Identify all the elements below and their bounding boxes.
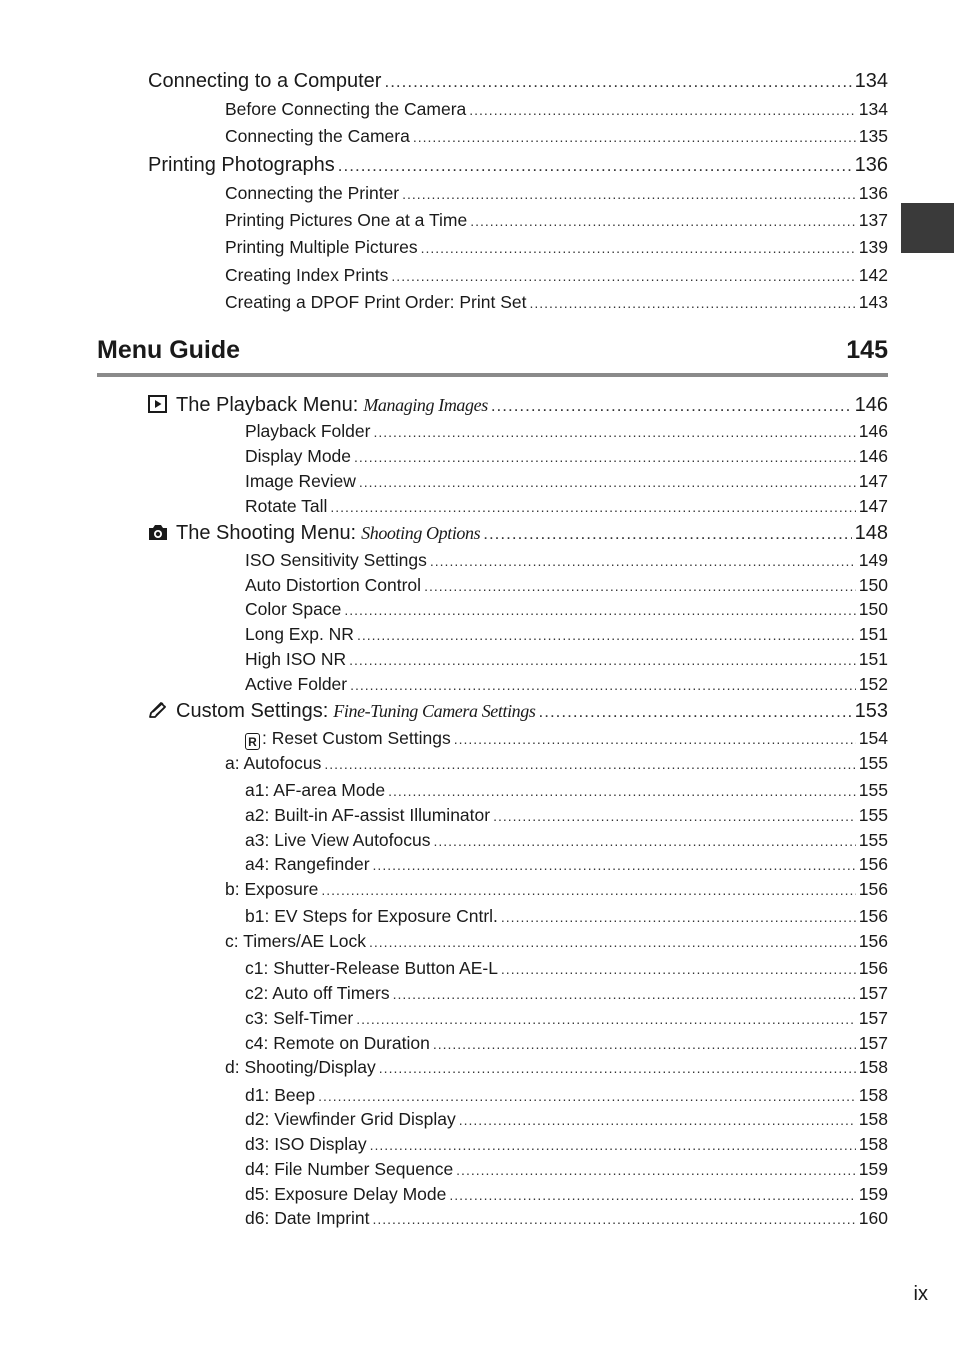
leader-dots: [402, 186, 856, 202]
menu-title: The Shooting Menu:: [176, 522, 357, 544]
toc-entry-page: 147: [858, 471, 888, 491]
toc-entry-page: 160: [858, 1208, 888, 1228]
toc-entry[interactable]: [225, 210, 888, 231]
toc-entry-label: Printing Multiple Pictures: [225, 237, 418, 257]
leader-dots: [357, 627, 856, 643]
toc-entry-label: d5: Exposure Delay Mode: [245, 1184, 447, 1204]
section-title: Menu Guide: [97, 336, 241, 364]
menu-title: The Playback Menu:: [176, 394, 359, 416]
toc-entry-label: Rotate Tall: [245, 496, 328, 516]
toc-entry-page: 155: [858, 753, 888, 773]
leader-dots: [501, 961, 856, 977]
toc-entry-page: 156: [858, 879, 888, 899]
toc-entry-label: Creating Index Prints: [225, 265, 389, 285]
leader-dots: [421, 240, 856, 256]
leader-dots: [393, 986, 856, 1002]
toc-entry-page: 157: [858, 983, 888, 1003]
menu-subtitle: Shooting Options: [361, 523, 481, 543]
toc-entry-page: 154: [858, 728, 888, 748]
toc-entry[interactable]: [225, 292, 888, 313]
toc-entry-label: c4: Remote on Duration: [245, 1033, 430, 1053]
camera-icon: [148, 523, 168, 541]
toc-entry-label: b1: EV Steps for Exposure Cntrl.: [245, 906, 498, 926]
section-divider: [97, 373, 888, 377]
toc-entry[interactable]: [225, 99, 888, 120]
toc-entry-page: 135: [858, 126, 888, 146]
leader-dots: [373, 1211, 856, 1227]
leader-dots: [318, 1088, 856, 1104]
toc-entry-page: 143: [858, 292, 888, 312]
toc-entry-label: d6: Date Imprint: [245, 1208, 370, 1228]
toc-entry[interactable]: [245, 575, 888, 596]
toc-entry-label: ISO Sensitivity Settings: [245, 550, 427, 570]
leader-dots: [391, 268, 855, 284]
toc-entry-page: 157: [858, 1033, 888, 1053]
toc-entry-page: 155: [858, 805, 888, 825]
toc-entry[interactable]: [148, 154, 888, 177]
toc-entry-page: 149: [858, 550, 888, 570]
toc-entry-label: c: Timers/AE Lock: [225, 931, 367, 951]
toc-entry-page: 158: [858, 1085, 888, 1105]
toc-entry[interactable]: [225, 1057, 888, 1078]
leader-dots: [369, 934, 856, 950]
toc-entry-page: 139: [858, 237, 888, 257]
toc-entry-page: 153: [854, 700, 888, 722]
toc-entry[interactable]: [225, 753, 888, 774]
leader-dots: [330, 499, 855, 515]
playback-menu-icon: [148, 395, 168, 413]
toc-entry-label: d1: Beep: [245, 1085, 316, 1105]
leader-dots: [530, 295, 856, 311]
toc-entry-label: d2: Viewfinder Grid Display: [245, 1109, 456, 1129]
toc-entry-page: 159: [858, 1184, 888, 1204]
toc-entry[interactable]: [245, 674, 888, 695]
toc-entry-label: Color Space: [245, 599, 342, 619]
toc-entry-page: 142: [858, 265, 888, 285]
toc-entry[interactable]: [245, 421, 888, 442]
toc-entry[interactable]: [245, 1184, 888, 1205]
toc-entry-label: Before Connecting the Camera: [225, 99, 467, 119]
menu-subtitle: Fine-Tuning Camera Settings: [333, 701, 536, 721]
toc-entry[interactable]: [245, 780, 888, 801]
leader-dots: [370, 1137, 856, 1153]
toc-entry-label: a1: AF-area Mode: [245, 780, 386, 800]
toc-entry[interactable]: [245, 649, 888, 670]
toc-entry-page: 146: [858, 421, 888, 441]
menu-title: Custom Settings:: [176, 700, 329, 722]
leader-dots: [434, 833, 856, 849]
toc-entry[interactable]: [245, 1033, 888, 1054]
toc-entry-label: d3: ISO Display: [245, 1134, 367, 1154]
toc-entry-page: 156: [858, 958, 888, 978]
leader-dots: [470, 213, 856, 229]
toc-menu-custom-settings[interactable]: [148, 699, 888, 723]
leader-dots: [338, 156, 852, 176]
toc-entry[interactable]: [245, 805, 888, 826]
toc-entry-label: Printing Photographs: [148, 154, 335, 176]
toc-entry-label: Connecting to a Computer: [148, 70, 382, 92]
toc-entry-page: 147: [858, 496, 888, 516]
leader-dots: [469, 102, 856, 118]
section-heading[interactable]: [97, 336, 888, 366]
toc-entry-page: 146: [858, 446, 888, 466]
toc-entry-label: a: Autofocus: [225, 753, 322, 773]
toc-entry-page: 157: [858, 1008, 888, 1028]
toc-entry-label: a2: Built-in AF-assist Illuminator: [245, 805, 491, 825]
toc-entry-page: 156: [858, 931, 888, 951]
toc-entry-page: 156: [858, 906, 888, 926]
toc-entry-label: Printing Pictures One at a Time: [225, 210, 468, 230]
toc-entry-label: a4: Rangefinder: [245, 854, 370, 874]
toc-entry[interactable]: [225, 183, 888, 204]
toc-entry[interactable]: [245, 1085, 888, 1106]
toc-entry-page: 136: [854, 154, 888, 176]
toc-entry-page: 134: [854, 70, 888, 92]
toc-entry-page: 156: [858, 854, 888, 874]
section-page: 145: [846, 336, 888, 364]
leader-dots: [356, 1011, 856, 1027]
leader-dots: [539, 702, 852, 722]
toc-entry-page: 146: [854, 394, 888, 416]
toc-entry-page: 152: [858, 674, 888, 694]
toc-entry[interactable]: [245, 471, 888, 492]
leader-dots: [424, 578, 856, 594]
leader-dots: [349, 652, 856, 668]
page-number: ix: [913, 1283, 928, 1305]
toc-entry-label: Connecting the Printer: [225, 183, 400, 203]
toc-entry-page: 150: [858, 599, 888, 619]
toc-entry[interactable]: [245, 550, 888, 571]
toc-entry-label: : Reset Custom Settings: [262, 728, 451, 748]
toc-entry-page: 159: [858, 1159, 888, 1179]
leader-dots: [354, 449, 856, 465]
toc-entry-label: Long Exp. NR: [245, 624, 354, 644]
toc-entry-page: 158: [858, 1134, 888, 1154]
toc-entry[interactable]: [245, 624, 888, 645]
toc-entry-label: Playback Folder: [245, 421, 371, 441]
toc-entry[interactable]: [225, 237, 888, 258]
toc-entry-label: Display Mode: [245, 446, 352, 466]
toc-entry-page: 158: [858, 1057, 888, 1077]
leader-dots: [456, 1162, 856, 1178]
toc-entry-label: c2: Auto off Timers: [245, 983, 390, 1003]
toc-entry[interactable]: [225, 879, 888, 900]
toc-entry-page: 148: [854, 522, 888, 544]
leader-dots: [459, 1112, 856, 1128]
leader-dots: [373, 857, 856, 873]
leader-dots: [344, 602, 855, 618]
toc-entry[interactable]: [245, 1109, 888, 1130]
toc-entry-page: 134: [858, 99, 888, 119]
toc-entry[interactable]: [245, 1159, 888, 1180]
toc-entry[interactable]: [245, 1008, 888, 1029]
leader-dots: [350, 677, 856, 693]
toc-entry[interactable]: [245, 599, 888, 620]
toc-entry[interactable]: [245, 983, 888, 1004]
toc-entry[interactable]: [225, 265, 888, 286]
leader-dots: [413, 129, 856, 145]
leader-dots: [430, 553, 856, 569]
leader-dots: [433, 1036, 856, 1052]
toc-entry[interactable]: [225, 931, 888, 952]
toc-entry[interactable]: [245, 854, 888, 875]
leader-dots: [501, 909, 856, 925]
toc-entry[interactable]: [148, 70, 888, 93]
leader-dots: [454, 731, 856, 747]
toc-entry-label: High ISO NR: [245, 649, 347, 669]
toc-entry-label: Active Folder: [245, 674, 348, 694]
leader-dots: [493, 808, 856, 824]
toc-entry[interactable]: [245, 830, 888, 851]
toc-entry-page: 155: [858, 780, 888, 800]
thumb-index-tab: [901, 203, 954, 253]
toc-entry-label: b: Exposure: [225, 879, 319, 899]
toc-entry-page: 158: [858, 1109, 888, 1129]
toc-entry[interactable]: [245, 1134, 888, 1155]
toc-entry-page: 151: [858, 649, 888, 669]
toc-entry[interactable]: [245, 1208, 888, 1229]
toc-entry-page: 151: [858, 624, 888, 644]
pencil-icon: [148, 701, 168, 719]
toc-menu-playback[interactable]: [148, 393, 888, 417]
toc-entry-label: c1: Shutter-Release Button AE-L: [245, 958, 498, 978]
leader-dots: [379, 1060, 856, 1076]
reset-icon: R: [245, 733, 260, 750]
toc-entry[interactable]: [245, 728, 888, 749]
toc-entry[interactable]: [245, 496, 888, 517]
leader-dots: [321, 882, 855, 898]
toc-entry-label: Auto Distortion Control: [245, 575, 422, 595]
toc-entry-label: Image Review: [245, 471, 356, 491]
leader-dots: [449, 1187, 855, 1203]
leader-dots: [324, 756, 855, 772]
toc-entry-page: 155: [858, 830, 888, 850]
toc-entry-label: Creating a DPOF Print Order: Print Set: [225, 292, 527, 312]
toc-entry-page: 136: [858, 183, 888, 203]
leader-dots: [373, 424, 855, 440]
menu-subtitle: Managing Images: [363, 395, 488, 415]
toc-entry[interactable]: [225, 126, 888, 147]
toc-entry-label: Connecting the Camera: [225, 126, 410, 146]
toc-entry[interactable]: [245, 906, 888, 927]
toc-entry-label: c3: Self-Timer: [245, 1008, 354, 1028]
toc-entry-page: 150: [858, 575, 888, 595]
leader-dots: [384, 72, 851, 92]
toc-entry-label: d4: File Number Sequence: [245, 1159, 454, 1179]
toc-entry-page: 137: [858, 210, 888, 230]
toc-entry[interactable]: [245, 446, 888, 467]
toc-entry-label: a3: Live View Autofocus: [245, 830, 431, 850]
toc-menu-shooting[interactable]: [148, 521, 888, 545]
toc-entry-label: d: Shooting/Display: [225, 1057, 376, 1077]
leader-dots: [359, 474, 856, 490]
toc-entry[interactable]: [245, 958, 888, 979]
leader-dots: [388, 783, 856, 799]
leader-dots: [483, 524, 851, 544]
leader-dots: [491, 396, 852, 416]
